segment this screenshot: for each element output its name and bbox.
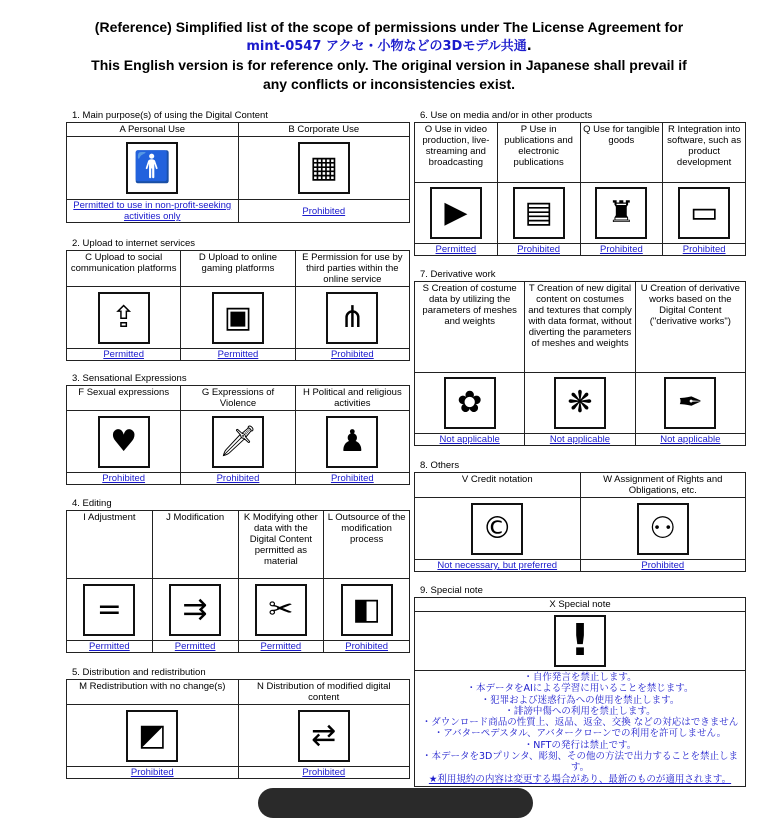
note-line: ・犯罪および迷惑行為への使用を禁止します。 [480,694,680,706]
note-line: ・アバターペデスタル、アバタークローンでの利用を許可しません。 [433,728,727,740]
status-link[interactable]: Permitted [152,641,238,653]
status-link[interactable]: Prohibited [181,473,295,485]
note-line: ・誹謗中傷への利用を禁止します。 [504,705,656,717]
status-link[interactable]: Prohibited [580,560,746,572]
item-label: B Corporate Use [238,123,410,137]
icon-cell [238,137,410,200]
section-title: 6. Use on media and/or in other products [420,110,593,121]
icon-cell [67,705,239,767]
status-link[interactable]: Permitted [181,349,295,361]
status-link[interactable]: Not applicable [635,434,745,446]
status-link[interactable]: Prohibited [663,244,746,256]
item-label: K Modifying other data with the Digital Content permitted as material [238,511,324,579]
section-s9 [414,585,746,787]
item-label: N Distribution of modified digital content [238,680,410,705]
note-line: ・本データをAIによる学習に用いることを禁じます。 [466,683,694,695]
disclaimer: This English version is for reference only. The original version in Japanese shall prevail if any conflicts or inconsistencies exist. [91,57,687,92]
assignment-icon: ⚇ [637,503,689,555]
item-label: C Upload to social communication platforms [67,251,181,287]
item-label: E Permission for use by third parties within the online service [295,251,409,287]
note-line: ・ダウンロード商品の性質上、返品、返金、交換 などの対応はできません [421,717,739,729]
share-folder-icon: ◩ [126,710,178,762]
section-s1 [66,110,410,223]
permission-table [66,250,410,361]
special-notes [415,671,746,787]
icon-cell [181,411,295,473]
section-s7 [414,269,746,446]
item-label: H Political and religious activities [295,386,409,411]
status-link[interactable]: Not applicable [525,434,635,446]
icon-cell [67,287,181,349]
period: . [526,39,532,54]
status-link[interactable]: Prohibited [324,641,410,653]
section-s5 [66,667,410,779]
section-title: 9. Special note [420,585,483,596]
icon-cell [580,183,663,244]
outsource-icon: ◧ [341,584,393,636]
section-s6 [414,110,746,256]
section-title: 3. Sensational Expressions [72,373,187,384]
knife-icon: 🗡 [212,416,264,468]
status-link[interactable]: Permitted to use in non-profit-seeking activities only [67,200,239,223]
bottom-toolbar[interactable] [258,788,533,818]
item-label: S Creation of costume data by utilizing the parameters of meshes and weights [415,282,525,373]
permission-table [66,510,410,653]
permission-table [414,122,746,256]
section-title: 4. Editing [72,498,112,509]
adjustment-icon: = [83,584,135,636]
hearts-icon: ♥ [98,416,150,468]
section-title: 1. Main purpose(s) of using the Digital Content [72,110,268,121]
costume-icon: ✿ [444,377,496,429]
section-title: 8. Others [420,460,460,471]
icon-cell [415,373,525,434]
icon-cell [415,612,746,671]
section-title: 7. Derivative work [420,269,496,280]
share-modified-icon: ⇄ [298,710,350,762]
icon-cell [580,498,746,560]
status-link[interactable]: Prohibited [238,767,410,779]
section-s4 [66,498,410,653]
status-link[interactable]: Not applicable [415,434,525,446]
item-label: J Modification [152,511,238,579]
status-link[interactable]: Prohibited [580,244,663,256]
status-link[interactable]: Prohibited [295,473,409,485]
icon-cell [238,579,324,641]
podium-icon: ♟ [326,416,378,468]
copyright-icon: © [471,503,523,555]
permission-table [66,679,410,779]
icon-cell [295,411,409,473]
building-icon: ▦ [298,142,350,194]
status-link[interactable]: Prohibited [67,473,181,485]
modification-icon: ⇉ [169,584,221,636]
status-link[interactable]: Permitted [415,244,498,256]
material-icon: ✂ [255,584,307,636]
upload-game-icon: ▣ [212,292,264,344]
status-link[interactable]: Prohibited [238,200,410,223]
section-s3 [66,373,410,485]
icon-cell [525,373,635,434]
item-label: U Creation of derivative works based on the Digital Content ("derivative works") [635,282,745,373]
icon-cell [324,579,410,641]
note-line: ★利用規約の内容は変更する場合があり、最新のものが適用されます。 [428,773,732,785]
item-label: L Outsource of the modification process [324,511,410,579]
item-label: P Use in publications and electronic publications [497,123,580,183]
icon-cell [415,183,498,244]
publication-icon: ▤ [513,187,565,239]
item-label: T Creation of new digital content on costumes and textures that comply with data format, without diverting the parameters of meshes and weights [525,282,635,373]
section-s2 [66,238,410,361]
status-link[interactable]: Not necessary, but preferred [415,560,581,572]
item-label: X Special note [415,598,746,612]
icon-cell [635,373,745,434]
upload-avatar-icon: ⇪ [98,292,150,344]
icon-cell [497,183,580,244]
icon-cell [152,579,238,641]
note-line: ・NFTの発行は禁止です。 [523,739,637,751]
software-window-icon: ▭ [678,187,730,239]
icon-cell [295,287,409,349]
section-title: 2. Upload to internet services [72,238,196,249]
status-link[interactable]: Permitted [67,349,181,361]
icon-cell [181,287,295,349]
item-label: D Upload to online gaming platforms [181,251,295,287]
status-link[interactable]: Prohibited [295,349,409,361]
status-link[interactable]: Permitted [67,641,153,653]
status-link[interactable]: Prohibited [67,767,239,779]
icon-cell [67,137,239,200]
title-line: (Reference) Simplified list of the scope of permissions under The License Agreement for [94,19,684,35]
texture-icon: ❋ [554,377,606,429]
item-label: O Use in video production, live-streaming and broadcasting [415,123,498,183]
icon-cell [238,705,410,767]
status-link[interactable]: Permitted [238,641,324,653]
section-title: 5. Distribution and redistribution [72,667,206,678]
icon-cell [663,183,746,244]
note-line: ・本データを3Dプリンタ、彫刻、その他の方法で出力することを禁止します。 [421,751,739,774]
status-link[interactable]: Prohibited [497,244,580,256]
permission-table [66,385,410,485]
item-label: W Assignment of Rights and Obligations, etc. [580,473,746,498]
icon-cell [67,579,153,641]
item-label: R Integration into software, such as product development [663,123,746,183]
icon-cell [415,498,581,560]
icon-cell [67,411,181,473]
person-icon: 🚹 [126,142,178,194]
product-title [0,37,778,56]
item-label: G Expressions of Violence [181,386,295,411]
exclamation-icon: ! [554,615,606,667]
item-label: A Personal Use [67,123,239,137]
permission-table [414,281,746,446]
video-play-icon: ▶ [430,187,482,239]
permission-table [414,597,746,787]
permission-table [66,122,410,223]
item-label: M Redistribution with no change(s) [67,680,239,705]
product-name: mint-0547 アクセ・小物などの3Dモデル共通 [246,39,527,54]
pen-nib-icon: ✒ [664,377,716,429]
item-label: Q Use for tangible goods [580,123,663,183]
section-s8 [414,460,746,572]
item-label: V Credit notation [415,473,581,498]
item-label: I Adjustment [67,511,153,579]
note-line: ・自作発言を禁止します。 [523,672,637,683]
share-users-icon: ⋔ [326,292,378,344]
item-label: F Sexual expressions [67,386,181,411]
permission-table [414,472,746,572]
figure-goods-icon: ♜ [595,187,647,239]
